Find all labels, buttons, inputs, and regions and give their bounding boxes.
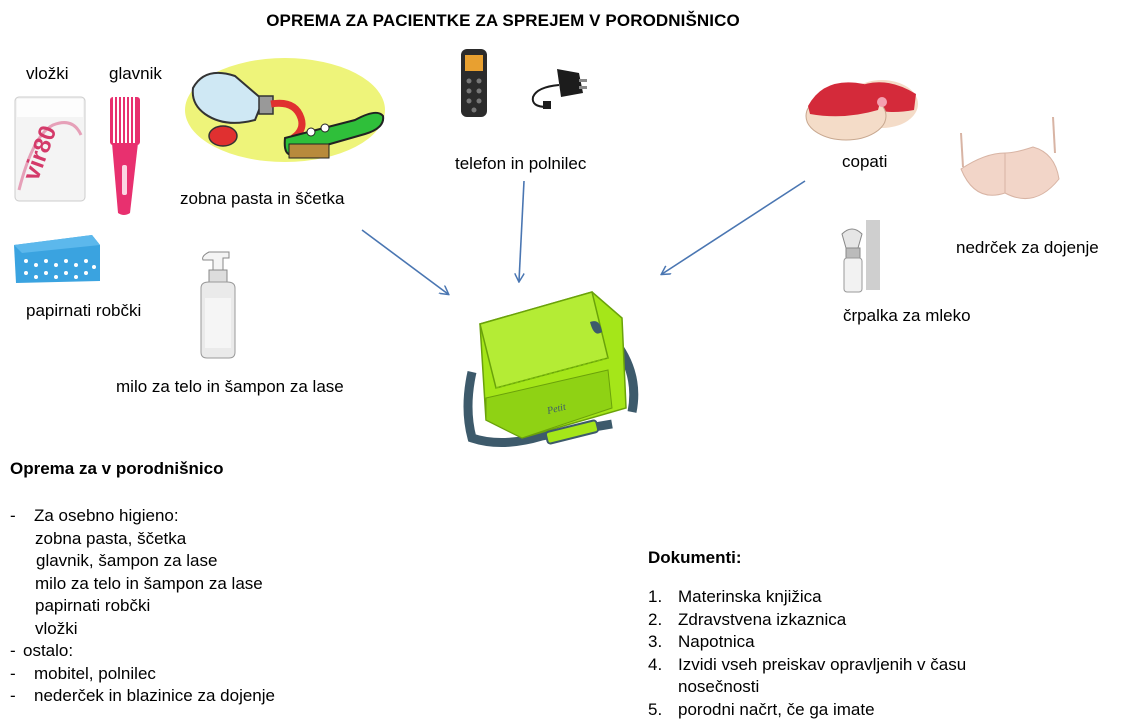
label-zobna: zobna pasta in ščetka: [180, 189, 345, 208]
equipment-subitem: vložki: [35, 618, 78, 638]
slippers-image: [804, 64, 920, 144]
comb-image: [104, 95, 144, 217]
pads-brand: vir80: [17, 122, 63, 185]
toothpaste-brush-image: [185, 58, 390, 168]
label-vlozki: vložki: [26, 64, 69, 83]
equipment-item: - ostalo:: [10, 641, 74, 660]
nursing-bra-image: [955, 113, 1065, 221]
equipment-item: - Za osebno higieno: zobna pasta, ščetka glavnik, šampon za lase milo za telo in šampon za lase papirnati robčki vložki: [10, 505, 275, 640]
equipment-subitem: zobna pasta, ščetka: [35, 528, 187, 548]
arrow-right: [662, 181, 805, 274]
bag-image: [462, 288, 642, 454]
label-robcki: papirnati robčki: [26, 301, 142, 320]
document-item: 3. Napotnica: [648, 632, 755, 651]
equipment-subitem: milo za telo in šampon za lase: [35, 573, 263, 593]
bag-brand: Petit: [546, 401, 568, 417]
equipment-subitem: glavnik, šampon za lase: [36, 551, 218, 570]
document-item: 4. Izvidi vseh preiskav opravljenih v času nosečnosti: [648, 654, 967, 696]
document-item: 5. porodni načrt, če ga imate: [648, 699, 875, 719]
label-milo: milo za telo in šampon za lase: [116, 377, 344, 396]
document-item: 1. Materinska knjižica: [648, 587, 822, 606]
phone-image: [459, 47, 489, 119]
label-nedrcek: nedrček za dojenje: [956, 238, 1099, 257]
equipment-item: - nederček in blazinice za dojenje: [10, 686, 275, 705]
label-crpalka: črpalka za mleko: [843, 306, 971, 325]
label-telefon: telefon in polnilec: [455, 154, 587, 173]
documents-list: [648, 586, 966, 721]
page-title: OPREMA ZA PACIENTKE ZA SPREJEM V PORODNIŠNICO: [266, 11, 740, 30]
equipment-subitem: papirnati robčki: [35, 596, 151, 615]
equipment-heading: Oprema za v porodnišnico: [10, 459, 224, 478]
label-glavnik: glavnik: [109, 64, 162, 83]
equipment-item: - mobitel, polnilec: [10, 663, 156, 683]
document-item: 2. Zdravstvena izkaznica: [648, 609, 847, 629]
soap-bottle-image: [195, 248, 241, 360]
breast-pump-image: [836, 218, 882, 296]
documents-heading: Dokumenti:: [648, 548, 742, 567]
label-copati: copati: [842, 152, 888, 171]
arrow-left: [362, 230, 448, 294]
tissue-box-image: [12, 233, 102, 285]
charger-image: [527, 63, 589, 111]
sanitary-pads-image: [13, 95, 88, 203]
equipment-list: [10, 505, 275, 708]
arrow-center: [519, 181, 524, 281]
